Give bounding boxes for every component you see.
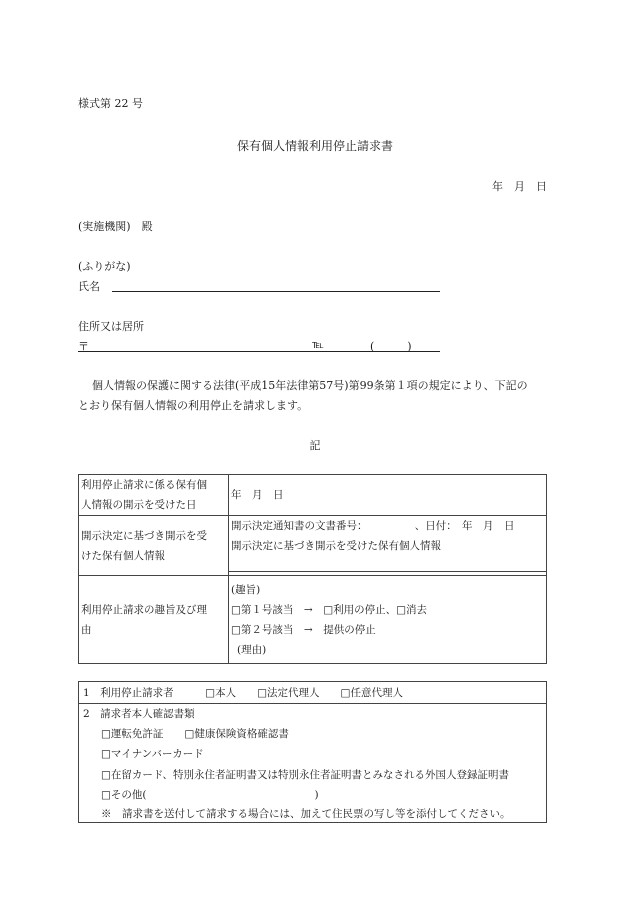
disclosed-info-label: 開示決定に基づき開示を受 けた保有個人情報 [79,516,229,576]
purpose-reason-label: 利用停止請求の趣旨及び理 由 [79,576,229,664]
postal-mark: 〒 [78,340,89,353]
form-number: 様式第 22 号 [78,97,143,110]
disclosure-date-value: 年 月 日 [229,475,547,516]
disclosure-date-label: 利用停止請求に係る保有個 人情報の開示を受けた日 [79,475,229,516]
tel-label: ℡ [312,338,324,351]
ki-marker: 記 [309,439,321,452]
tel-paren: ( ) [370,340,412,353]
paragraph-line1: 個人情報の保護に関する法律(平成15年法律第57号)第99条第１項の規定により、下記の [92,379,528,392]
id-doc-other: □その他( ) [101,789,319,801]
disclosed-info-value: 開示決定通知書の文書番号： 、日付： 年 月 日 開示決定に基づき開示を受けた保有個人情報 [229,516,547,576]
furigana-label: (ふりがな) [78,260,131,273]
request-table [78,474,547,664]
id-doc-license: □運転免許証 □健康保険資格確認書 [101,728,289,740]
page-title: 保有個人情報利用停止請求書 [236,139,393,153]
requester-box [78,681,547,823]
date-field: 年 月 日 [492,180,547,193]
purpose-reason-value: (趣旨) □第１号該当 → □利用の停止、□消去 □第２号該当 → 提供の停止 (理由) [229,576,547,664]
address-underline [78,351,440,352]
id-doc-mynumber: □マイナンバーカード [101,748,204,760]
name-underline [112,291,440,292]
requester-row: 1 利用停止請求者 □本人 □法定代理人 □任意代理人 [83,687,403,699]
table-row [79,475,547,516]
name-label: 氏名 [78,280,100,293]
id-doc-residence: □在留カード、特別永住者証明書又は特別永住者証明書とみなされる外国人登録証明書 [101,769,509,781]
id-docs-heading: 2 請求者本人確認書類 [83,708,195,720]
addressee: (実施機関) 殿 [78,220,153,233]
paragraph-line2: とおり保有個人情報の利用停止を請求します。 [78,399,309,412]
address-label: 住所又は居所 [78,320,144,333]
box-divider [79,703,546,704]
table-row [79,516,547,576]
table-row [79,576,547,664]
id-doc-note: ※ 請求書を送付して請求する場合には、加えて住民票の写し等を添付してください。 [101,808,511,820]
inner-divider [229,571,546,572]
